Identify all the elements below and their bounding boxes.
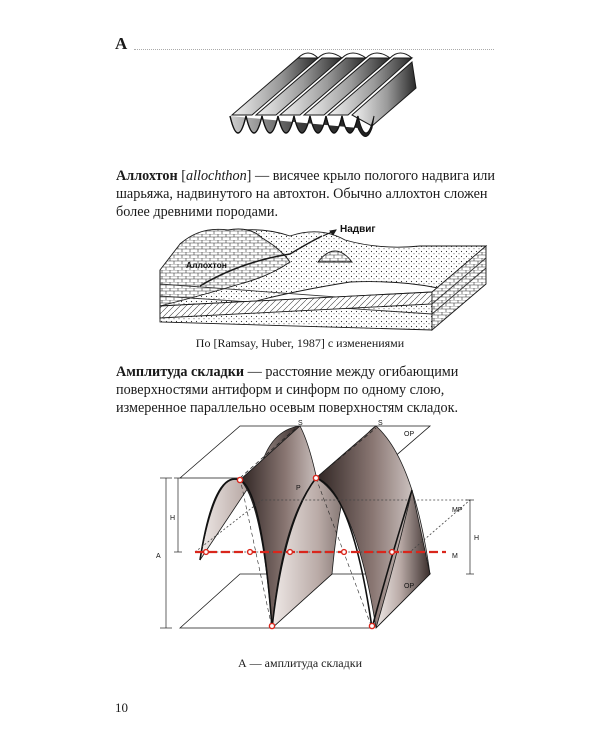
section-letter: А — [115, 34, 128, 53]
label-s1: S — [298, 420, 303, 427]
label-op-bottom: OP — [404, 583, 415, 590]
label-p: P — [296, 485, 301, 492]
definition-fold-amplitude: — расстояние между огибающими поверхностями антиформ и синформ по одному слою, измеренное параллельно осевым поверхностям складок. — [116, 364, 459, 416]
term-fold-amplitude: Амплитуда складки — [116, 364, 245, 380]
label-h-left: H — [170, 515, 176, 522]
label-h-right: H — [474, 535, 480, 542]
definition-allochthon: — висячее крыло пологого надвига или шарьяжа, надвинутого на автохтон. Обычно аллохтон сложен более древними породами. — [116, 168, 495, 220]
term-allochthon: Аллохтон — [116, 168, 178, 184]
label-s2: S — [378, 420, 383, 427]
figure1-caption: По [Ramsay, Huber, 1987] с изменениями — [195, 336, 405, 350]
figure2-caption: А — амплитуда складки — [237, 656, 362, 670]
label-allochthon: Аллохтон — [186, 260, 227, 270]
label-mp: MP — [452, 507, 463, 514]
entry-allochthon: Аллохтон [allochthon] — висячее крыло пологого надвига или шарьяжа, надвинутого на автохтон. Обычно аллохтон сложен более древними породами. — [116, 168, 495, 220]
page-number: 10 — [115, 700, 128, 715]
label-m: M — [452, 553, 458, 560]
label-thrust: Надвиг — [340, 224, 376, 235]
latin-allochthon: allochthon — [185, 168, 247, 184]
label-op-top: OP — [404, 431, 415, 438]
label-a: A — [156, 553, 161, 560]
